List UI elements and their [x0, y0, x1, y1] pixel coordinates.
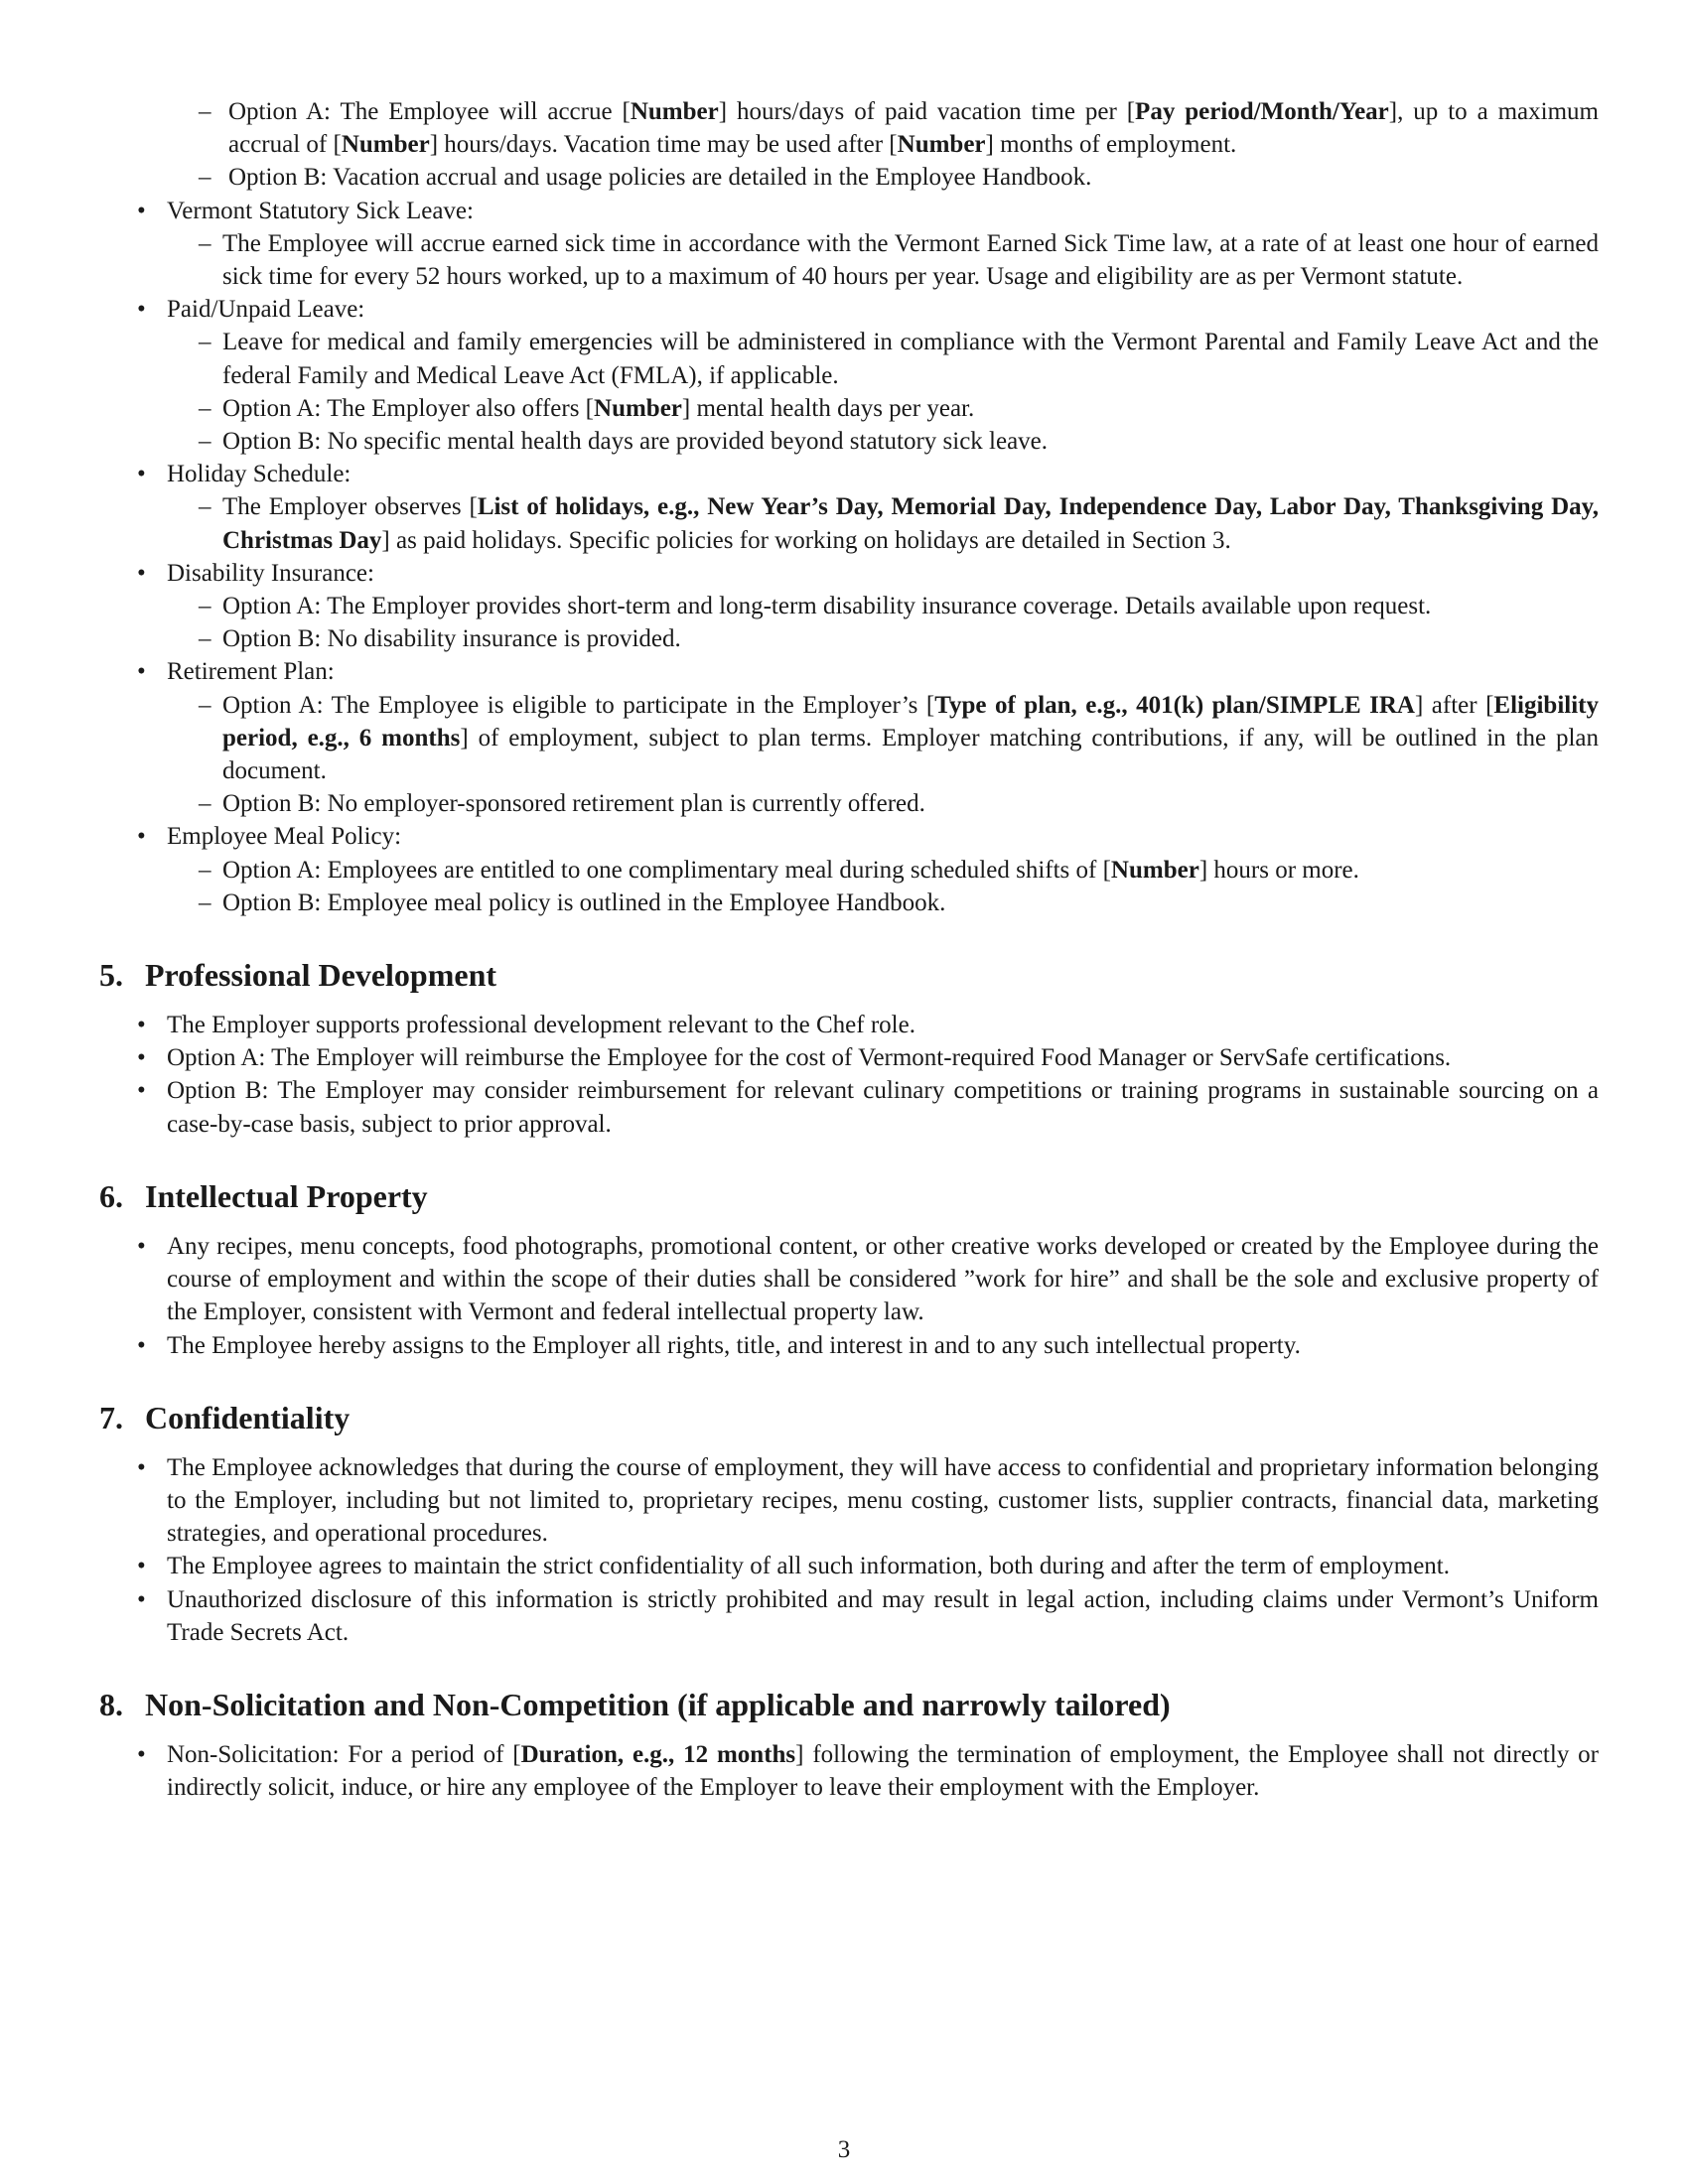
benefit-disability-insurance: • Disability Insurance: – Option A: The Employer provides short-term and long-term disability insurance coverage. Details available upon request. – Option B: No disability insurance is provided. [99, 557, 1599, 656]
benefit-sick-leave: • Vermont Statutory Sick Leave: – The Employee will accrue earned sick time in accordance with the Vermont Earned Sick Time law, at a rate of at least one hour of earned sick time for every 52 hours worked, up to a maximum of 40 hours per year. Usage and eligibility are as per Vermont statute. [99, 195, 1599, 294]
list-item: • Option A: The Employer will reimburse the Employee for the cost of Vermont-required Food Manager or ServSafe certifications. [99, 1041, 1599, 1074]
list-item: – The Employee will accrue earned sick time in accordance with the Vermont Earned Sick Time law, at a rate of at least one hour of earned sick time for every 52 hours worked, up to a maximum of 40 hours per year. Usage and eligibility are as per Vermont statute. [99, 227, 1599, 293]
list-item: • Unauthorized disclosure of this information is strictly prohibited and may result in legal action, including claims under Vermont’s Uniform Trade Secrets Act. [99, 1583, 1599, 1649]
list-item: – Option B: No employer-sponsored retirement plan is currently offered. [99, 787, 1599, 820]
list-item: – Option B: Vacation accrual and usage policies are detailed in the Employee Handbook. [99, 161, 1599, 194]
list-item: – Option B: No disability insurance is provided. [99, 622, 1599, 655]
section-non-solicitation [99, 1685, 1599, 1804]
section-heading: 5. Professional Development [99, 957, 497, 994]
section-confidentiality [99, 1398, 1599, 1649]
vacation-options-list [99, 95, 1599, 195]
list-item: – Leave for medical and family emergencies will be administered in compliance with the Vermont Parental and Family Leave Act and the federal Family and Medical Leave Act (FMLA), if applicable. [99, 326, 1599, 391]
list-item: – Option A: The Employer provides short-term and long-term disability insurance coverage. Details available upon request. [99, 590, 1599, 622]
page-number: 3 [837, 2136, 851, 2163]
benefit-retirement-plan: • Retirement Plan: – Option A: The Employee is eligible to participate in the Employer’s [Type of plan, e.g., 401(k) plan/SIMPLE IRA] after [Eligibility period, e.g., 6 months] of employment, subject to plan terms. Employer matching contributions, if any, will be outlined in the plan document. – Option B: No employer-sponsored retirement plan is currently offered. [99, 655, 1599, 820]
list-item: • The Employee acknowledges that during the course of employment, they will have access to confidential and proprietary information belonging to the Employer, including but not limited to, proprietary recipes, menu costing, customer lists, supplier contracts, financial data, marketing strategies, and operational procedures. [99, 1451, 1599, 1551]
list-item: – The Employer observes [List of holidays, e.g., New Year’s Day, Memorial Day, Independence Day, Labor Day, Thanksgiving Day, Christmas Day] as paid holidays. Specific policies for working on holidays are detailed in Section 3. [99, 490, 1599, 556]
section-heading: 6. Intellectual Property [99, 1177, 428, 1214]
list-item: • Non-Solicitation: For a period of [Duration, e.g., 12 months] following the termination of employment, the Employee shall not directly or indirectly solicit, induce, or hire any employee of the Employer to leave their employment with the Employer. [99, 1738, 1599, 1804]
benefit-holiday-schedule: • Holiday Schedule: – The Employer observes [List of holidays, e.g., New Year’s Day, Memorial Day, Independence Day, Labor Day, Thanksgiving Day, Christmas Day] as paid holidays. Specific policies for working on holidays are detailed in Section 3. [99, 458, 1599, 557]
section-heading: 8. Non-Solicitation and Non-Competition (if applicable and narrowly tailored) [99, 1686, 1171, 1722]
section-heading: 7. Confidentiality [99, 1399, 351, 1435]
benefit-paid-unpaid-leave: • Paid/Unpaid Leave: – Leave for medical and family emergencies will be administered in compliance with the Vermont Parental and Family Leave Act and the federal Family and Medical Leave Act (FMLA), if applicable. – Option A: The Employer also offers [Number] mental health days per year. – Option B: No specific mental health days are provided beyond statutory sick leave. [99, 293, 1599, 458]
benefits-list [99, 195, 1599, 919]
list-item: – Option B: Employee meal policy is outlined in the Employee Handbook. [99, 887, 1599, 919]
list-item: • The Employee hereby assigns to the Employer all rights, title, and interest in and to any such intellectual property. [99, 1329, 1599, 1362]
list-item: – Option A: The Employee will accrue [Number] hours/days of paid vacation time per [Pay period/Month/Year], up to a maximum accrual of [Number] hours/days. Vacation time may be used after [Number] months of employment. [99, 95, 1599, 161]
list-item: – Option A: Employees are entitled to one complimentary meal during scheduled shifts of [Number] hours or more. [99, 854, 1599, 887]
list-item: • Any recipes, menu concepts, food photographs, promotional content, or other creative works developed or created by the Employee during the course of employment and within the scope of their duties shall be considered ”work for hire” and shall be the sole and exclusive property of the Employer, consistent with Vermont and federal intellectual property law. [99, 1230, 1599, 1329]
section-professional-development [99, 955, 1599, 1141]
list-item: – Option B: No specific mental health days are provided beyond statutory sick leave. [99, 425, 1599, 458]
document-page [99, 95, 1599, 1804]
list-item: • The Employee agrees to maintain the strict confidentiality of all such information, both during and after the term of employment. [99, 1550, 1599, 1582]
benefit-meal-policy: • Employee Meal Policy: – Option A: Employees are entitled to one complimentary meal during scheduled shifts of [Number] hours or more. – Option B: Employee meal policy is outlined in the Employee Handbook. [99, 820, 1599, 919]
list-item: • Option B: The Employer may consider reimbursement for relevant culinary competitions or training programs in sustainable sourcing on a case-by-case basis, subject to prior approval. [99, 1074, 1599, 1140]
list-item: • The Employer supports professional development relevant to the Chef role. [99, 1009, 1599, 1041]
list-item: – Option A: The Employer also offers [Number] mental health days per year. [99, 392, 1599, 425]
section-intellectual-property [99, 1176, 1599, 1362]
list-item: – Option A: The Employee is eligible to participate in the Employer’s [Type of plan, e.g., 401(k) plan/SIMPLE IRA] after [Eligibility period, e.g., 6 months] of employment, subject to plan terms. Employer matching contributions, if any, will be outlined in the plan document. [99, 689, 1599, 788]
